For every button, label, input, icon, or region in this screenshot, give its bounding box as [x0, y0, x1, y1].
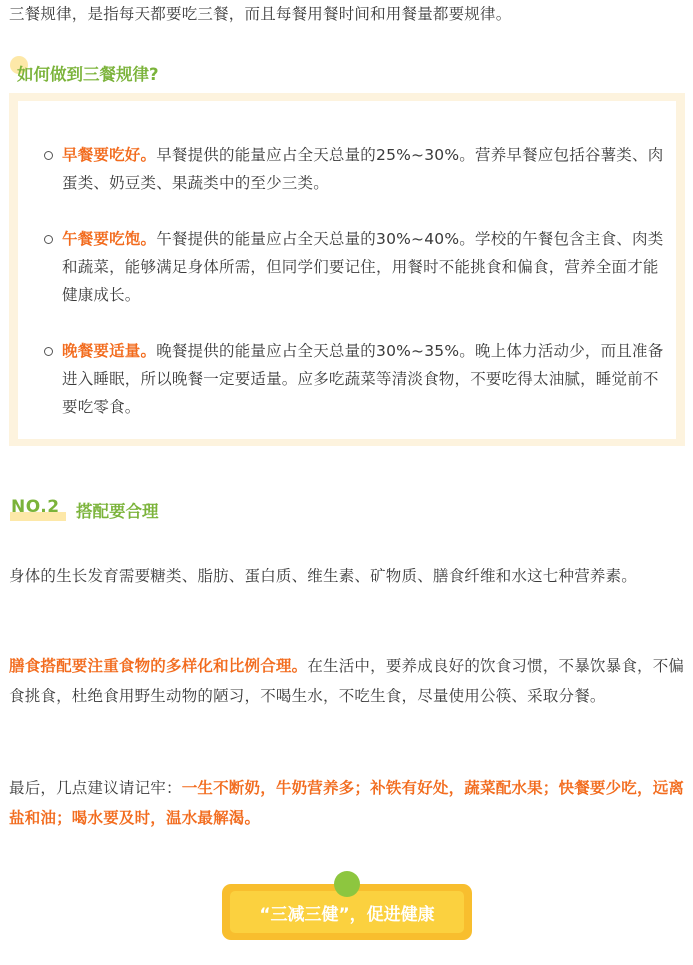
dinner-title: 晚餐要适量。 [62, 342, 157, 360]
section2-paragraph-1 [9, 561, 685, 591]
diet-text: 在生活中，要养成良好的饮食习惯，不暴饮暴食，不偏食挑食，杜绝食用野生动物的陋习，不喝生水，不吃生食，尽量使用公筷、采取分餐。 [9, 657, 685, 705]
section2-paragraph-2 [9, 651, 685, 711]
intro-paragraph [9, 0, 685, 29]
advice-intro: 最后，几点建议请记牢： [9, 779, 182, 797]
section1-heading: 如何做到三餐规律? [17, 65, 159, 84]
lunch-title: 午餐要吃饱。 [62, 230, 157, 248]
bullet-icon [44, 347, 53, 356]
nutrients-text: 身体的生长发育需要糖类、脂肪、蛋白质、维生素、矿物质、膳食纤维和水这七种营养素。 [9, 567, 638, 585]
dinner-text: 晚餐提供的能量应占全天总量的30%~35%。晚上体力活动少，而且准备进入睡眠，所以晚餐一定要适量。应多吃蔬菜等清淡食物，不要吃得太油腻，睡觉前不要吃零食。 [62, 342, 664, 416]
advice-highlight: 一生不断奶，牛奶营养多；补铁有好处，蔬菜配水果；快餐要少吃，远离盐和油；喝水要及时，温水最解渴。 [9, 779, 685, 827]
intro-text: 三餐规律，是指每天都要吃三餐，而且每餐用餐时间和用餐量都要规律。 [9, 5, 512, 23]
button-decoration-dot [334, 871, 360, 897]
bullet-icon [44, 235, 53, 244]
section2-paragraph-3 [9, 773, 685, 833]
breakfast-title: 早餐要吃好。 [62, 146, 157, 164]
section2-title: 搭配要合理 [76, 502, 159, 521]
list-item-dinner [62, 337, 668, 421]
breakfast-text: 早餐提供的能量应占全天总量的25%~30%。营养早餐应包括谷薯类、肉蛋类、奶豆类、果蔬类中的至少三类。 [62, 146, 664, 192]
bullet-icon [44, 151, 53, 160]
health-banner-button[interactable]: “三减三健”，促进健康 [230, 891, 464, 933]
section2-number: NO.2 [11, 497, 60, 517]
lunch-text: 午餐提供的能量应占全天总量的30%~40%。学校的午餐包含主食、肉类和蔬菜，能够满足身体所需，但同学们要记住，用餐时不能挑食和偏食，营养全面才能健康成长。 [62, 230, 664, 304]
list-item-lunch [62, 225, 668, 309]
list-item-breakfast [62, 141, 668, 197]
diet-highlight: 膳食搭配要注重食物的多样化和比例合理。 [9, 657, 308, 675]
